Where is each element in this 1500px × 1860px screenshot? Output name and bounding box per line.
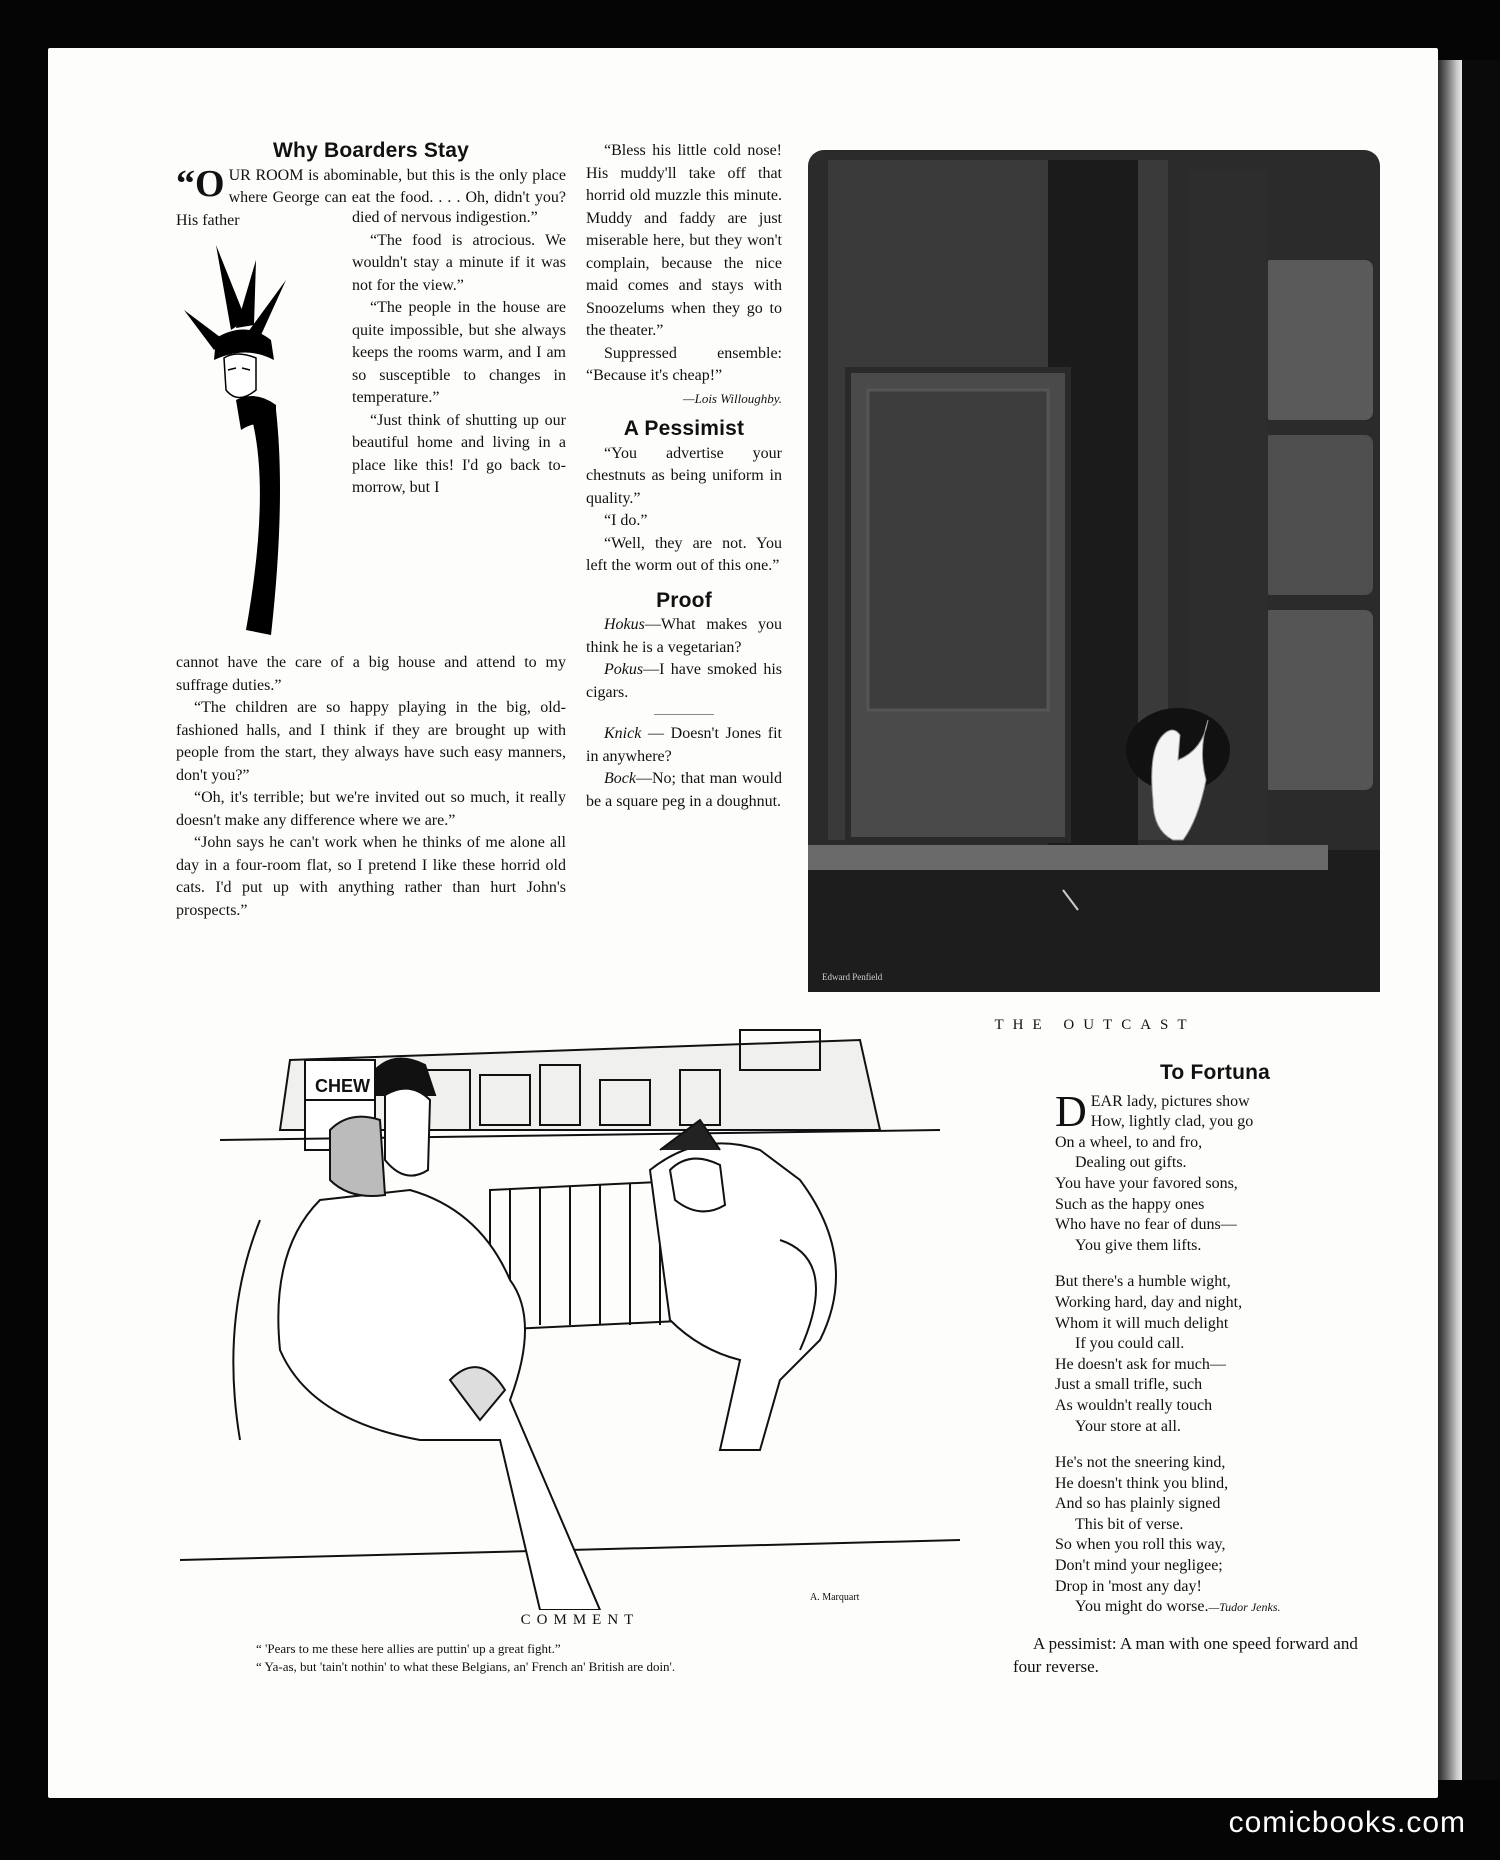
column-two: “Bless his little cold nose! His muddy'll take off that horrid old muzzle this minute. Muddy and faddy are just miserable here, but they won't complain, because the nice maid comes and stays with Snoozelums when they go to the theater.” Suppressed ensemble: “Because it's cheap!” —Lois Willoughby. A Pessimist “You advertise your chestnuts as being uniform in quality.” “I do.” “Well, they are not. You left the worm out of this one.” Proof Hokus—What makes you think he is a vegetarian? Pokus—I have smoked his cigars. Knick — Doesn't Jones fit in anywhere? Bock—No; that man would be a square peg in a doughnut. <box>586 142 782 810</box>
comment-illustration <box>180 1020 960 1610</box>
outcast-illustration <box>808 150 1380 992</box>
outcast-artist-signature: Edward Penfield <box>822 972 883 982</box>
article-wide-flow: cannot have the care of a big house and attend to my suffrage duties.” “The children are so happy playing in the big, old-fashioned halls, and I think if they are brought up with people from the start, they always have such easy manners, don't you?” “Oh, it's terrible; but we're invited out so much, it really doesn't make any difference where we are.” “John says he can't work when he thinks of me alone all day in a four-room flat, so I pretend I like these horrid old cats. I'd put up with anything rather than hurt John's prospects.” <box>176 652 566 922</box>
article-title: Why Boarders Stay <box>273 139 469 162</box>
outcast-caption: THE OUTCAST <box>994 1017 1196 1033</box>
comment-quote-1: “ 'Pears to me these here allies are puttin' up a great fight.” <box>256 1641 561 1656</box>
paragraph-people: “The people in the house are quite impossible, but she always keeps the rooms warm, and I am so susceptible to changes in temperature.” <box>352 299 566 406</box>
article-lead: “O UR ROOM is abominable, but this is the only place where George can eat the food. . . . Oh, didn't you? His father <box>176 162 566 229</box>
drop-cap: “O <box>176 162 225 205</box>
comment-caption: COMMENT <box>520 1612 640 1628</box>
poem-stanza-2: But there's a humble wight, Working hard, day and night, Whom it will much delight If you could call. He doesn't ask for much— Just a small trifle, such As wouldn't really touch Your store at all. <box>1055 1273 1243 1435</box>
paragraph-john: “John says he can't work when he thinks of me alone all day in a four-room flat, so I pretend I like these horrid old cats. I'd put up with anything rather than hurt John's prospects.” <box>176 834 566 919</box>
next-page-edge <box>1436 60 1462 1780</box>
comment-quote-2: “ Ya-as, but 'tain't nothin' to what these Belgians, an' French an' British are doin'. <box>256 1659 676 1674</box>
woman-in-hat-illustration <box>176 240 346 640</box>
poem-drop-cap: D <box>1055 1086 1087 1136</box>
paragraph-food: “The food is atrocious. We wouldn't stay a minute if it was not for the view.” <box>352 231 566 294</box>
comment-artist-signature: A. Marquart <box>810 1592 860 1603</box>
paragraph-bless: “Bless his little cold nose! His muddy'll take off that horrid old muzzle this minute. Muddy and faddy are just miserable here, but they won't complain, because the nice maid comes and stays with Snoozelums when they go to the theater.” <box>586 142 782 339</box>
chew-sign: CHEW <box>315 1076 370 1096</box>
paragraph-terrible: “Oh, it's terrible; but we're invited out so much, it really doesn't make any difference where we are.” <box>176 789 566 829</box>
paragraph-suppressed: Suppressed ensemble: “Because it's cheap!” <box>586 344 782 384</box>
paragraph-home: “Just think of shutting up our beautiful home and living in a place like this! I'd go back to-morrow, but I <box>352 411 566 496</box>
article-narrow-flow: died of nervous indigestion.” “The food is atrocious. We wouldn't stay a minute if it was not for the view.” “The people in the house are quite impossible, but she always keeps the rooms warm, and I am so susceptible to changes in temperature.” “Just think of shutting up our beautiful home and living in a place like this! I'd go back to-morrow, but I <box>352 207 566 500</box>
poem-title: To Fortuna <box>1159 1061 1271 1084</box>
watermark-logo: comicbooks.com <box>1228 1806 1466 1839</box>
poem-stanza-3: He's not the sneering kind, He doesn't think you blind, And so has plainly signed This bit of verse. So when you roll this way, Don't mind your negligee; Drop in 'most any day! You might do worse.—Tudor Jenks. <box>1055 1454 1281 1616</box>
paragraph-children: “The children are so happy playing in the big, old-fashioned halls, and I think if they are brought up with people from the start, they always have such easy manners, don't you?” <box>176 699 566 784</box>
pessimist-title: A Pessimist <box>623 417 745 440</box>
pessimist-definition: A pessimist: A man with one speed forward and four reverse. <box>1013 1634 1358 1676</box>
divider <box>654 714 714 715</box>
poem-signature: —Tudor Jenks. <box>1208 1600 1281 1615</box>
proof-title: Proof <box>656 588 712 612</box>
poem-stanza-1: D EAR lady, pictures show How, lightly clad, you go On a wheel, to and fro, Dealing out gifts. You have your favored sons, Such as the happy ones Who have no fear of duns— You give them lifts. <box>1055 1086 1254 1254</box>
signature-lois: —Lois Willoughby. <box>683 390 782 406</box>
poem-to-fortuna <box>1055 1063 1375 1634</box>
